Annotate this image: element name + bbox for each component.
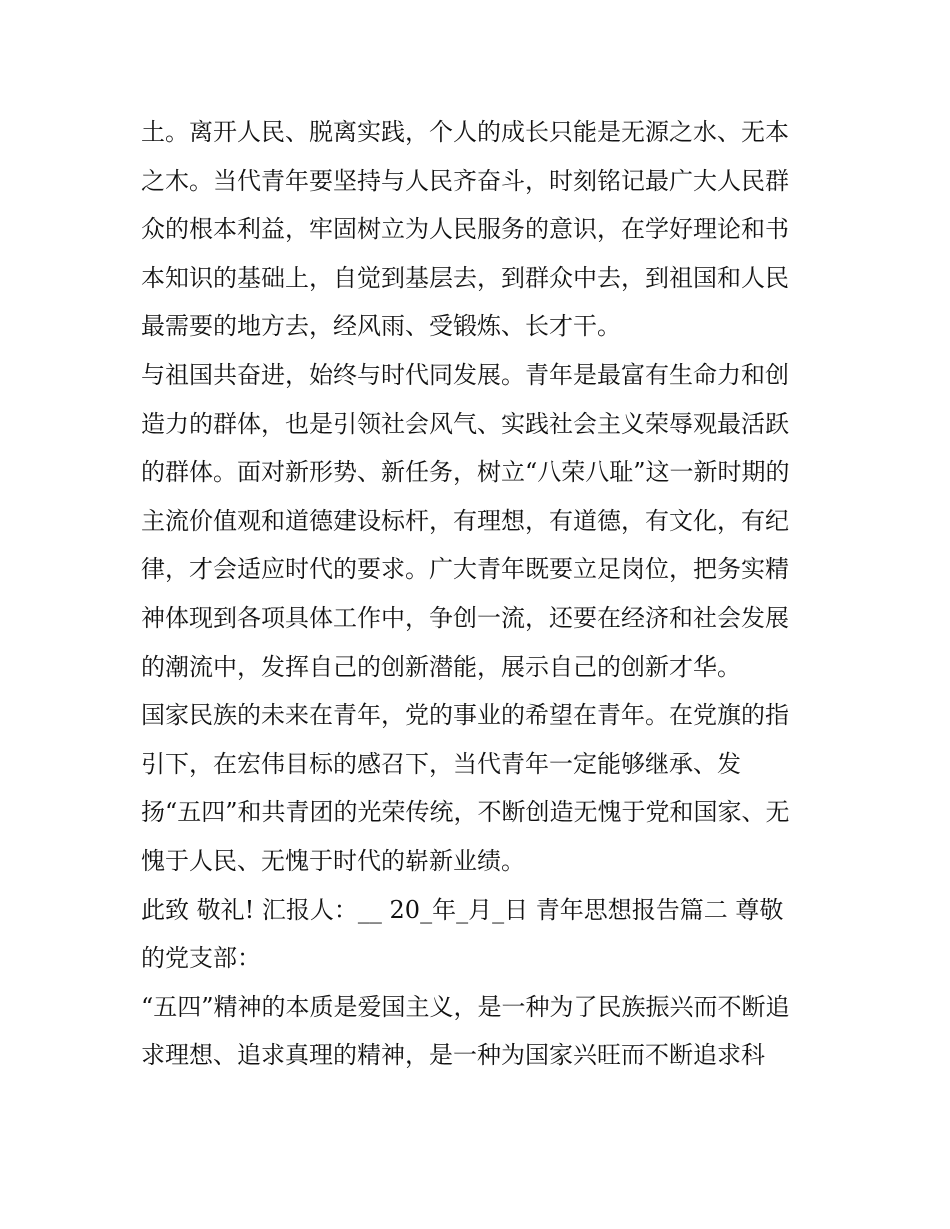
text-line: “五四”精神的本质是爱国主义，是一种为了民族振兴而不断追 bbox=[141, 992, 790, 1021]
text-line: 律，才会适应时代的要求。广大青年既要立足岗位，把务实精 bbox=[141, 555, 789, 584]
text-line: 此致 敬礼! 汇报人：__ 20_年_月_日 青年思想报告篇二 尊敬 bbox=[141, 895, 784, 924]
document-body bbox=[141, 108, 821, 1080]
text-line: 神体现到各项具体工作中，争创一流，还要在经济和社会发展 bbox=[141, 603, 789, 632]
text-line: 求理想、追求真理的精神，是一种为国家兴旺而不断追求科 bbox=[141, 1041, 765, 1070]
text-line: 国家民族的未来在青年，党的事业的希望在青年。在党旗的指 bbox=[141, 701, 789, 730]
text-line: 本知识的基础上，自觉到基层去，到群众中去，到祖国和人民 bbox=[141, 263, 789, 292]
text-line: 引下，在宏伟目标的感召下，当代青年一定能够继承、发 bbox=[141, 749, 741, 778]
text-line: 扬“五四”和共青团的光荣传统，不断创造无愧于党和国家、无 bbox=[141, 798, 790, 827]
text-line: 的群体。面对新形势、新任务，树立“八荣八耻”这一新时期的 bbox=[141, 458, 790, 487]
text-line: 主流价值观和道德建设标杆，有理想，有道德，有文化，有纪 bbox=[141, 506, 789, 535]
text-line: 众的根本利益，牢固树立为人民服务的意识，在学好理论和书 bbox=[141, 215, 789, 244]
text-line: 与祖国共奋进，始终与时代同发展。青年是最富有生命力和创 bbox=[141, 360, 789, 389]
text-line: 土。离开人民、脱离实践，个人的成长只能是无源之水、无本 bbox=[141, 118, 789, 146]
text-line: 愧于人民、无愧于时代的崭新业绩。 bbox=[141, 846, 525, 875]
text-line: 之木。当代青年要坚持与人民齐奋斗，时刻铭记最广大人民群 bbox=[141, 166, 789, 195]
text-line: 的潮流中，发挥自己的创新潜能，展示自己的创新才华。 bbox=[141, 652, 741, 681]
text-line: 最需要的地方去，经风雨、受锻炼、长才干。 bbox=[141, 312, 621, 341]
text-line: 的党支部： bbox=[141, 944, 261, 973]
text-line: 造力的群体，也是引领社会风气、实践社会主义荣辱观最活跃 bbox=[141, 409, 789, 438]
